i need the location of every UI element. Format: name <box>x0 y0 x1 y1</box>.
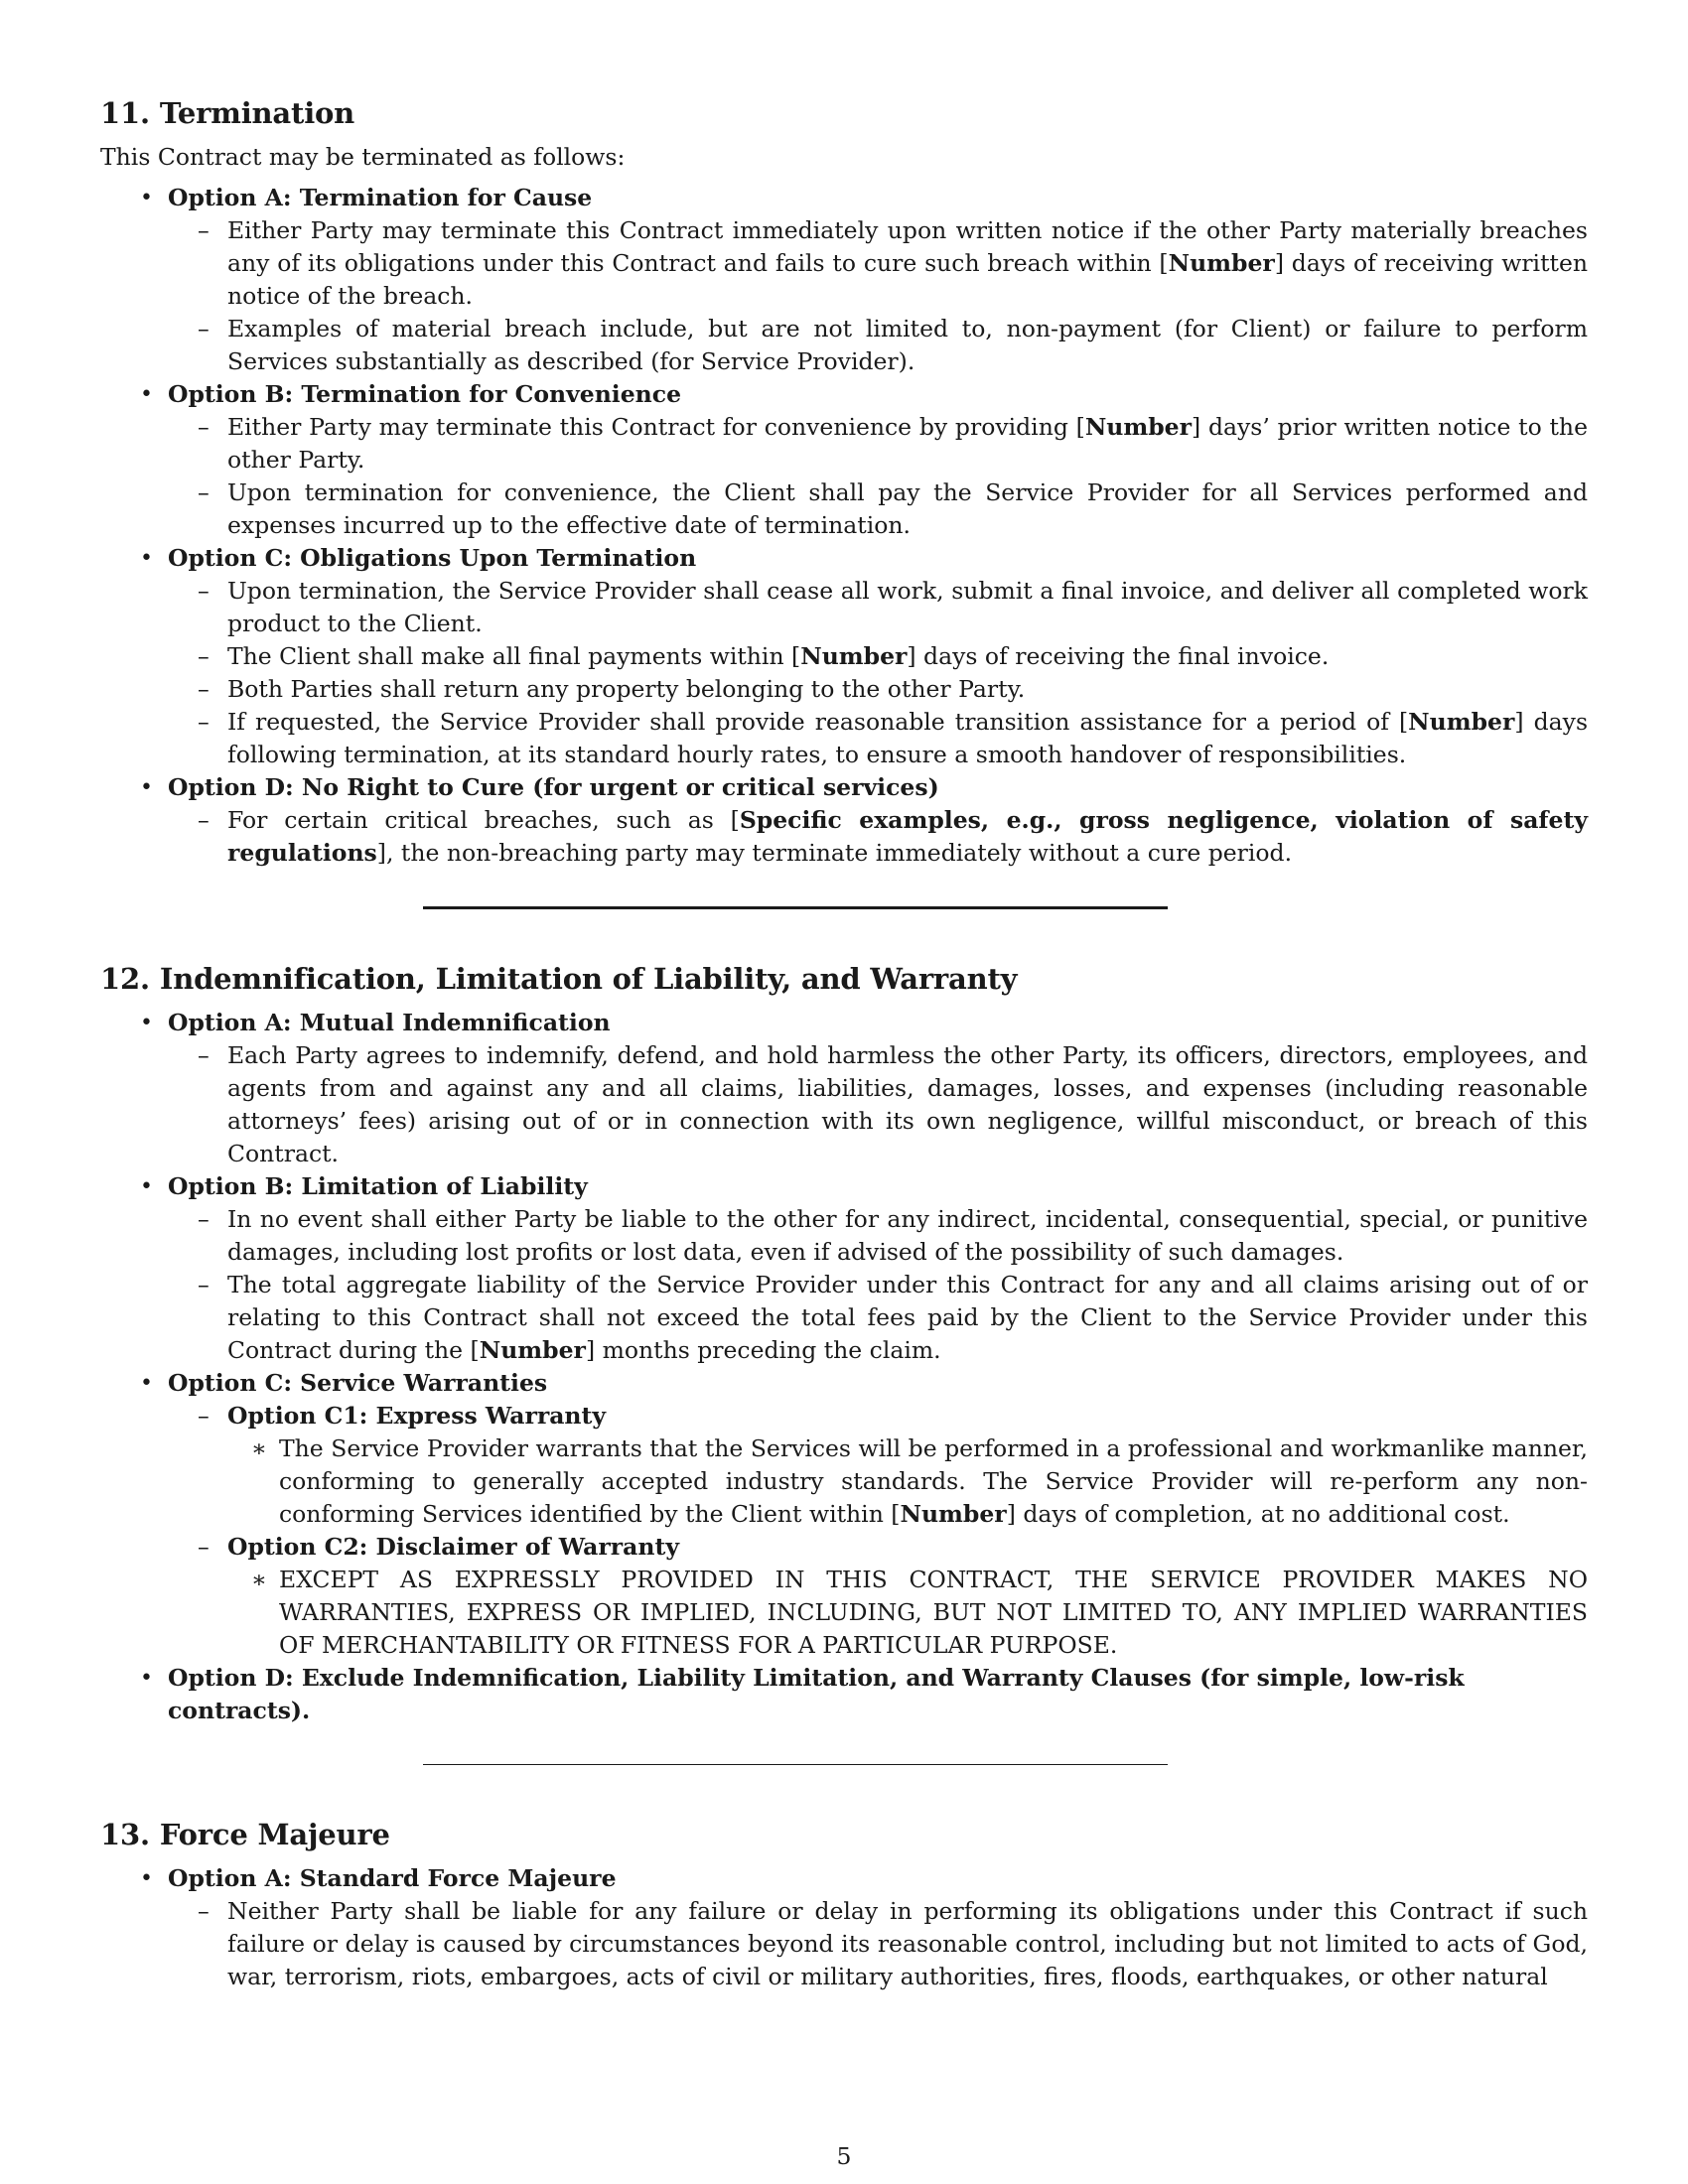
option-label: • Option C: Obligations Upon Termination <box>168 544 697 572</box>
section-title: Force Majeure <box>159 1818 390 1851</box>
clause-text: ] days of receiving the final invoice. <box>907 642 1330 670</box>
page-number: 5 <box>836 2142 852 2170</box>
section-gap <box>100 909 1588 959</box>
options-list <box>100 1007 1588 1727</box>
section-heading <box>100 1815 1588 1854</box>
option-item <box>100 1007 1588 1170</box>
section-heading <box>100 93 1588 133</box>
option-label: • Option A: Termination for Cause <box>168 184 593 211</box>
clause-text: ], the non-breaching party may terminate immediately without a cure period. <box>376 839 1293 867</box>
placeholder-field: Number <box>479 1336 586 1364</box>
clause-item <box>168 673 1588 706</box>
clause-list <box>168 1895 1588 1993</box>
clause-item <box>168 575 1588 640</box>
section-divider <box>423 1764 1168 1765</box>
placeholder-field: Number <box>1084 413 1193 441</box>
suboption-item <box>168 1531 1588 1662</box>
clause-text: Examples of material breach include, but are not limited to, non-payment (for Client) or failure to perform Services substantially as described (for Service Provider). <box>227 315 1588 375</box>
section-divider <box>423 906 1168 909</box>
clause-item <box>168 411 1588 477</box>
section-gap <box>100 1765 1588 1815</box>
option-item <box>100 1170 1588 1367</box>
clause-text: Each Party agrees to indemnify, defend, and hold harmless the other Party, its officers, directors, employees, and agents from and against any and all claims, liabilities, damages, losses, and expenses (including reasonable attorneys’ fees) arising out of or in connection with its own negligence, willful misconduct, or breach of this Contract. <box>227 1041 1588 1167</box>
clause-text: ] months preceding the claim. <box>585 1336 941 1364</box>
clause-item <box>168 640 1588 673</box>
option-label: • Option D: Exclude Indemnification, Liability Limitation, and Warranty Clauses (for simple, low-risk contracts). <box>168 1664 1465 1724</box>
section-title: Indemnification, Limitation of Liability, and Warranty <box>159 962 1018 996</box>
clause-text: EXCEPT AS EXPRESSLY PROVIDED IN THIS CONTRACT, THE SERVICE PROVIDER MAKES NO WARRANTIES, EXPRESS OR IMPLIED, INCLUDING, BUT NOT LIMITED TO, ANY IMPLIED WARRANTIES OF MERCHANTABILITY OR FITNESS FOR A PARTICULAR PURPOSE. <box>279 1566 1588 1659</box>
subclause-item <box>227 1433 1588 1531</box>
clause-list <box>168 411 1588 542</box>
clause-text: Both Parties shall return any property belonging to the other Party. <box>227 675 1026 703</box>
clause-list <box>168 214 1588 378</box>
option-label: • Option D: No Right to Cure (for urgent or critical services) <box>168 773 939 801</box>
suboption-label: – Option C1: Express Warranty <box>227 1402 607 1430</box>
suboption-label: – Option C2: Disclaimer of Warranty <box>227 1533 679 1561</box>
clause-text: The Service Provider warrants that the Services will be performed in a professional and workmanlike manner, conforming to generally accepted industry standards. The Service Provider will re-perform any non-conforming Services identified by the Client within [ <box>279 1434 1588 1528</box>
placeholder-field: Number <box>900 1500 1007 1528</box>
clause-text: ] days’ prior written notice to the other Party. <box>227 413 1588 474</box>
option-item <box>100 378 1588 542</box>
subclause-item <box>227 1564 1588 1662</box>
clause-item <box>168 1895 1588 1993</box>
clause-text: The total aggregate liability of the Service Provider under this Contract for any and all claims arising out of or relating to this Contract shall not exceed the total fees paid by the Client to the Service Provider under this Contract during the [ <box>227 1271 1588 1364</box>
clause-text: Neither Party shall be liable for any failure or delay in performing its obligations under this Contract if such failure or delay is caused by circumstances beyond its reasonable control, including but not limited to acts of God, war, terrorism, riots, embargoes, acts of civil or military authorities, fires, floods, earthquakes, or other natural <box>227 1897 1588 1990</box>
section-number: 13. <box>100 1818 150 1851</box>
document-page <box>100 93 1588 1993</box>
subclause-list <box>227 1433 1588 1531</box>
clause-item <box>168 313 1588 378</box>
clause-text: Either Party may terminate this Contract for convenience by providing [ <box>227 413 1085 441</box>
clause-text: In no event shall either Party be liable to the other for any indirect, incidental, consequential, special, or punitive damages, including lost profits or lost data, even if advised of the possibility of such damages. <box>227 1205 1588 1266</box>
options-list <box>100 182 1588 870</box>
option-item <box>100 1367 1588 1662</box>
clause-item <box>168 1203 1588 1269</box>
clause-item <box>168 1039 1588 1170</box>
section-intro: This Contract may be terminated as follows: <box>100 143 626 171</box>
section-heading <box>100 959 1588 999</box>
placeholder-field: Specific examples, e.g., gross negligence, violation of safety regulations <box>227 806 1588 867</box>
clause-list <box>168 1039 1588 1170</box>
clause-item <box>168 804 1588 870</box>
clause-list <box>168 1203 1588 1367</box>
section-number: 11. <box>100 96 150 130</box>
clause-text: Upon termination for convenience, the Client shall pay the Service Provider for all Services performed and expenses incurred up to the effective date of termination. <box>227 478 1588 539</box>
clause-text: Either Party may terminate this Contract immediately upon written notice if the other Party materially breaches any of its obligations under this Contract and fails to cure such breach within [ <box>227 216 1588 277</box>
clause-text: ] days of completion, at no additional cost. <box>1006 1500 1510 1528</box>
clause-item <box>168 477 1588 542</box>
section-title: Termination <box>159 96 355 130</box>
option-label: • Option A: Standard Force Majeure <box>168 1864 617 1892</box>
option-item <box>100 182 1588 378</box>
clause-list <box>168 575 1588 771</box>
clause-text: Upon termination, the Service Provider shall cease all work, submit a final invoice, and deliver all completed work product to the Client. <box>227 577 1588 637</box>
option-item <box>100 1862 1588 1993</box>
clause-item <box>168 214 1588 313</box>
placeholder-field: Number <box>1168 249 1275 277</box>
option-label: • Option B: Termination for Convenience <box>168 380 682 408</box>
clause-text: If requested, the Service Provider shall provide reasonable transition assistance for a period of [ <box>227 708 1409 736</box>
clause-list <box>168 804 1588 870</box>
option-label: • Option C: Service Warranties <box>168 1369 548 1397</box>
suboption-list <box>168 1400 1588 1662</box>
placeholder-field: Number <box>1408 708 1515 736</box>
subclause-list <box>227 1564 1588 1662</box>
clause-text: ] days of receiving written notice of the breach. <box>227 249 1589 310</box>
clause-text: ] days following termination, at its standard hourly rates, to ensure a smooth handover of responsibilities. <box>227 708 1588 768</box>
clause-text: The Client shall make all final payments within [ <box>227 642 801 670</box>
option-label: • Option A: Mutual Indemnification <box>168 1009 611 1036</box>
option-label: • Option B: Limitation of Liability <box>168 1172 588 1200</box>
options-list <box>100 1862 1588 1993</box>
suboption-item <box>168 1400 1588 1531</box>
option-item <box>100 542 1588 771</box>
section-number: 12. <box>100 962 150 996</box>
option-item <box>100 1662 1588 1727</box>
document-content <box>100 93 1588 1993</box>
option-item <box>100 771 1588 870</box>
clause-item <box>168 1269 1588 1367</box>
clause-text: For certain critical breaches, such as [ <box>227 806 740 834</box>
clause-item <box>168 706 1588 771</box>
placeholder-field: Number <box>800 642 908 670</box>
